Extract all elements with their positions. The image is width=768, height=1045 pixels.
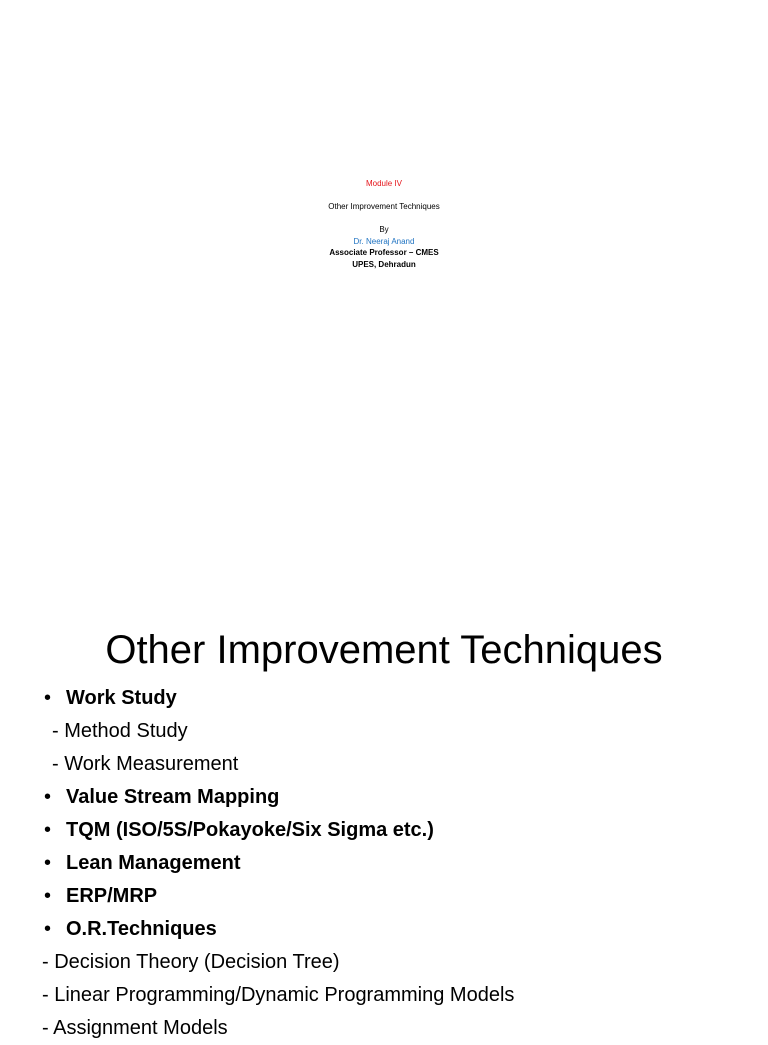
list-item-text: ERP/MRP [66, 885, 158, 907]
list-item [44, 682, 764, 715]
slide-heading: Other Improvement Techniques [105, 628, 663, 672]
list-subitem: - Assignment Models [42, 1017, 228, 1039]
content-slide [0, 576, 768, 1039]
list-item-text: TQM (ISO/5S/Pokayoke/Six Sigma etc.) [66, 819, 434, 841]
list-item-text: O.R.Techniques [66, 918, 217, 940]
list-item [44, 814, 764, 847]
topic-list [44, 682, 764, 1045]
list-item [44, 781, 764, 814]
bullet-icon: • [44, 687, 52, 709]
list-subitem: - Method Study [52, 720, 188, 742]
author-name: Dr. Neeraj Anand [353, 236, 415, 246]
author-designation: Associate Professor – CMES [329, 248, 439, 257]
subject-title: Other Improvement Techniques [328, 202, 440, 211]
list-item-text: Work Study [66, 687, 177, 709]
bullet-icon: • [44, 819, 52, 841]
bullet-icon: • [44, 885, 52, 907]
by-label: By [379, 225, 389, 234]
title-block [0, 178, 768, 270]
list-item [44, 880, 764, 913]
author-institution: UPES, Dehradun [352, 259, 416, 269]
list-subitem: - Work Measurement [52, 753, 239, 775]
list-item-text: Value Stream Mapping [66, 786, 280, 808]
spacer [0, 190, 768, 202]
list-item [44, 913, 764, 946]
list-item [44, 847, 764, 880]
list-subitem: - Linear Programming/Dynamic Programming Models [42, 984, 515, 1006]
module-label: Module IV [365, 179, 403, 188]
list-subitem: - Decision Theory (Decision Tree) [42, 951, 340, 973]
bullet-icon: • [44, 852, 52, 874]
bullet-icon: • [44, 918, 52, 940]
spacer [0, 213, 768, 225]
list-item-text: Lean Management [66, 852, 241, 874]
bullet-icon: • [44, 786, 52, 808]
